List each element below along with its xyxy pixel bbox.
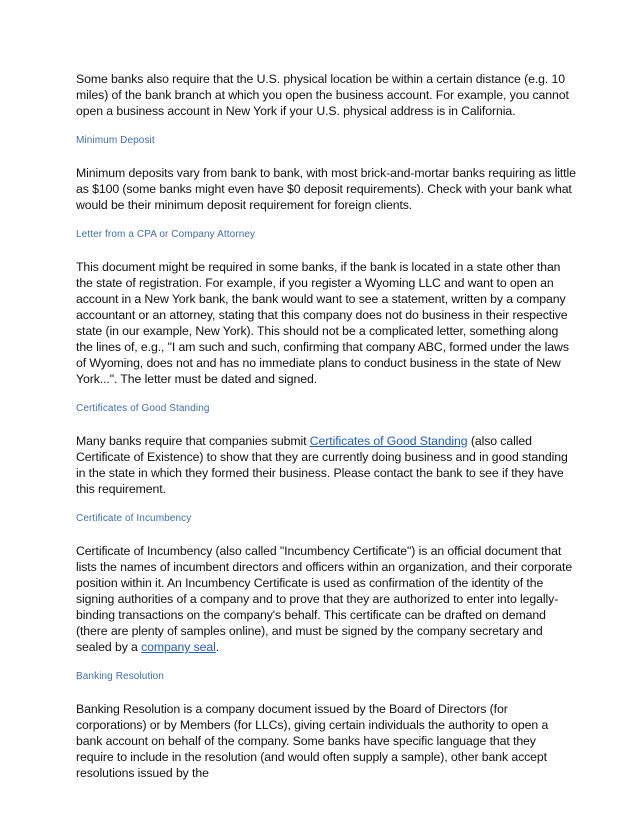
letter-cpa-heading: Letter from a CPA or Company Attorney <box>76 229 256 240</box>
intro-paragraph: Some banks also require that the U.S. physical location be within a certain distance (e.g. 10 miles) of the bank branch at which you open the business account. For example, you cannot open a business account in New York if your U.S. physical address is in California. <box>76 72 569 118</box>
banking-resolution-paragraph: Banking Resolution is a company document issued by the Board of Directors (for corporations) or by Members (for LLCs), giving certain individuals the authority to open a bank account on behalf of the company. Some banks have specific language that they require to include in the resolution (and would often supply a sample), other bank accept resolutions issued by the <box>76 702 549 780</box>
minimum-deposit-paragraph: Minimum deposits vary from bank to bank, with most brick-and-mortar banks requiring as little as $100 (some banks might even have $0 deposit requirements). Check with your bank what would be their minimum deposit requirement for foreign clients. <box>76 166 576 212</box>
good-standing-heading: Certificates of Good Standing <box>76 403 210 414</box>
company-seal-link[interactable]: company seal <box>141 640 216 654</box>
good-standing-text-before: Many banks require that companies submit <box>76 434 310 448</box>
good-standing-link[interactable]: Certificates of Good Standing <box>309 434 468 448</box>
incumbency-heading: Certificate of Incumbency <box>76 513 192 524</box>
letter-cpa-paragraph: This document might be required in some banks, if the bank is located in a state other than the state of registration. For example, if you register a Wyoming LLC and want to open an account in a New York bank, the bank would want to see a statement, written by a company accountant or an attorney, stating that this company does not do business in their respective state (in our example, New York). This should not be a complicated letter, something along the lines of, e.g., "I am such and such, confirming that company ABC, formed under the laws of Wyoming, does not and has no immediate plans to conduct business in the state of New York...". The letter must be dated and signed. <box>76 260 569 386</box>
minimum-deposit-heading: Minimum Deposit <box>76 135 155 146</box>
document-page <box>76 71 576 781</box>
incumbency-paragraph <box>76 543 576 655</box>
incumbency-text-after: . <box>215 640 220 654</box>
good-standing-paragraph <box>76 433 576 497</box>
incumbency-text-before: Certificate of Incumbency (also called "Incumbency Certificate") is an official document that lists the names of incumbent directors and officers within an organization, and their corporate position within it. An Incumbency Certificate is used as confirmation of the identity of the signing authorities of a company and to prove that they are authorized to enter into legally-binding transactions on the company's behalf. This certificate can be drafted on demand (there are plenty of samples online), and must be signed by the company secretary and sealed by a <box>76 544 573 654</box>
banking-resolution-heading: Banking Resolution <box>76 671 164 682</box>
good-standing-text-after: (also called Certificate of Existence) to show that they are currently doing business and in good standing in the state in which they formed their business. Please contact the bank to see if they have this requirement. <box>76 434 568 496</box>
